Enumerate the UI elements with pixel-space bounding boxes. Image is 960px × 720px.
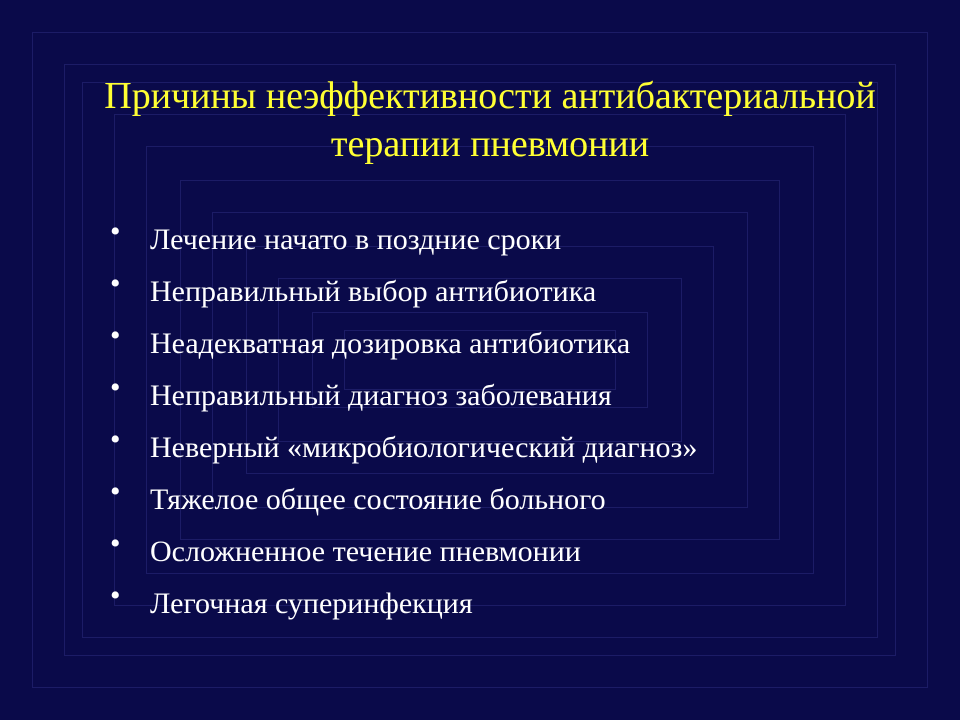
list-item-text: Легочная суперинфекция: [150, 587, 473, 620]
bullet-icon: •: [110, 475, 121, 508]
bullet-list: [110, 214, 910, 630]
list-item-text: Тяжелое общее состояние больного: [150, 483, 606, 516]
bullet-icon: •: [110, 371, 121, 404]
slide-title-line-2: терапии пневмонии: [330, 123, 650, 165]
list-item-text: Неправильный выбор антибиотика: [150, 275, 597, 308]
list-item: [110, 214, 910, 266]
slide-title-line-1: Причины неэффективности антибактериальной: [104, 75, 876, 117]
list-item: [110, 370, 910, 422]
list-item: [110, 526, 910, 578]
list-item-text: Неправильный диагноз заболевания: [150, 379, 612, 412]
list-item: [110, 266, 910, 318]
bullet-icon: •: [110, 527, 121, 560]
list-item-text: Неверный «микробиологический диагноз»: [150, 431, 698, 464]
bullet-icon: •: [110, 267, 121, 300]
bullet-icon: •: [110, 579, 121, 612]
bullet-icon: •: [110, 319, 121, 352]
list-item: [110, 474, 910, 526]
list-item-text: Неадекватная дозировка антибиотика: [150, 327, 631, 360]
list-item: [110, 318, 910, 370]
list-item-text: Осложненное течение пневмонии: [150, 535, 581, 568]
list-item: [110, 422, 910, 474]
slide-title: [40, 72, 940, 168]
list-item: [110, 578, 910, 630]
bullet-icon: •: [110, 215, 121, 248]
bullet-icon: •: [110, 423, 121, 456]
list-item-text: Лечение начато в поздние сроки: [150, 223, 562, 256]
